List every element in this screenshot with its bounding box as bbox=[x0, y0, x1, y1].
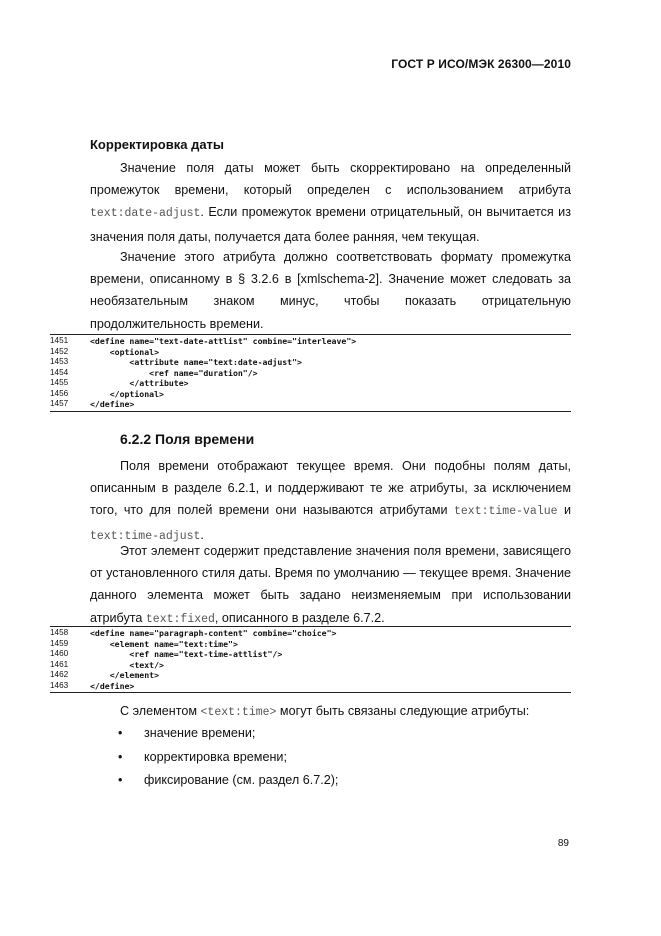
code-line bbox=[50, 357, 571, 368]
text-run: . Если промежуток времени отрицательный, он вычитается из значения поля даты, получается дата более ранняя, чем текущая. bbox=[90, 205, 571, 244]
code-text: <ref name="text-time-attlist"/> bbox=[90, 649, 283, 659]
code-text: <define name="text-date-attlist" combine="interleave"> bbox=[90, 336, 357, 346]
bullet-icon: • bbox=[118, 749, 123, 764]
list-item bbox=[118, 722, 338, 746]
code-line bbox=[50, 336, 571, 347]
list-item-text: фиксирование (см. раздел 6.7.2); bbox=[144, 773, 339, 787]
text-run: С элементом bbox=[120, 704, 201, 718]
code-term: text:time-value bbox=[454, 505, 558, 519]
text-run: Значение поля даты может быть скорректировано на определенный промежуток времени, который определен с использованием атрибута bbox=[90, 161, 571, 198]
line-number: 1457 bbox=[50, 399, 69, 408]
code-term: text:date-adjust bbox=[90, 207, 201, 221]
text-run: Этот элемент содержит представление значения поля времени, зависящего от установленного стиля даты. Время по умолчанию — текущее время. Значение данного элемента может быть задано неизменяемым при использовании атрибута bbox=[90, 544, 571, 625]
paragraph-time-2 bbox=[90, 540, 571, 631]
bullet-icon: • bbox=[118, 726, 123, 740]
code-text: </attribute> bbox=[90, 378, 189, 388]
list-item bbox=[118, 769, 338, 793]
code-text: <optional> bbox=[90, 346, 160, 357]
line-number: 1455 bbox=[50, 378, 69, 387]
code-line bbox=[50, 368, 571, 379]
list-item-text: корректировка времени; bbox=[144, 749, 287, 764]
document-header: ГОСТ Р ИСО/МЭК 26300—2010 bbox=[391, 57, 571, 71]
code-line bbox=[50, 389, 571, 400]
line-number: 1459 bbox=[50, 638, 69, 648]
code-text: <attribute name="text:date-adjust"> bbox=[90, 357, 302, 367]
code-text: <text/> bbox=[90, 659, 164, 670]
code-block-1 bbox=[50, 334, 571, 412]
text-run: и bbox=[557, 503, 571, 518]
subsection-heading: Корректировка даты bbox=[90, 137, 225, 152]
line-number: 1451 bbox=[50, 336, 69, 345]
code-line bbox=[50, 399, 571, 410]
code-term: text:fixed bbox=[145, 612, 215, 626]
list-item bbox=[118, 746, 338, 770]
list-item-text: значение времени; bbox=[144, 726, 256, 740]
code-line bbox=[50, 649, 571, 660]
line-number: 1456 bbox=[50, 388, 69, 398]
code-term: text:time-adjust bbox=[90, 529, 201, 543]
code-line bbox=[50, 628, 571, 639]
line-number: 1461 bbox=[50, 659, 69, 669]
code-line bbox=[50, 347, 571, 358]
code-block-2 bbox=[50, 626, 571, 693]
code-text: </optional> bbox=[90, 388, 164, 399]
code-line bbox=[50, 670, 571, 681]
line-number: 1462 bbox=[50, 670, 69, 679]
text-run: , описанного в разделе 6.7.2. bbox=[214, 610, 385, 625]
line-number: 1453 bbox=[50, 357, 69, 366]
code-line bbox=[50, 660, 571, 671]
code-text: <element name="text:time"> bbox=[90, 638, 238, 649]
code-line bbox=[50, 378, 571, 389]
code-line bbox=[50, 639, 571, 650]
code-line bbox=[50, 681, 571, 692]
bullet-icon: • bbox=[118, 773, 123, 787]
page-number: 89 bbox=[557, 838, 569, 849]
line-number: 1454 bbox=[50, 367, 69, 377]
paragraph-time-1 bbox=[90, 455, 571, 548]
code-text: </define> bbox=[90, 399, 135, 409]
line-number: 1458 bbox=[50, 628, 69, 637]
line-number: 1452 bbox=[50, 346, 69, 356]
text-run: Поля времени отображают текущее время. Они подобны полям даты, описанным в разделе 6.2.1, и поддерживают те же атрибуты, за исключением того, что для полей времени они называются атрибутами bbox=[90, 459, 571, 518]
attributes-intro bbox=[120, 700, 529, 724]
code-text: </define> bbox=[90, 680, 135, 691]
text-run: могут быть связаны следующие атрибуты: bbox=[276, 704, 530, 718]
code-text: <ref name="duration"/> bbox=[90, 367, 258, 378]
code-text: </element> bbox=[90, 670, 160, 680]
code-text: <define name="paragraph-content" combine="choice"> bbox=[90, 628, 337, 638]
section-heading: 6.2.2 Поля времени bbox=[120, 431, 255, 447]
code-term: <text:time> bbox=[200, 706, 277, 719]
line-number: 1460 bbox=[50, 649, 69, 658]
line-number: 1463 bbox=[50, 680, 69, 690]
paragraph-date-adjust-1 bbox=[90, 157, 571, 248]
text-run: . bbox=[200, 527, 204, 542]
paragraph-date-adjust-2: Значение этого атрибута должно соответствовать формату промежутка времени, описанному в § 3.2.6 в [xmlschema-2]. Значение может следовать за необязательным знаком минус, чтобы показать отрицательную продолжительность времени. bbox=[90, 250, 571, 331]
attribute-list bbox=[118, 722, 338, 793]
